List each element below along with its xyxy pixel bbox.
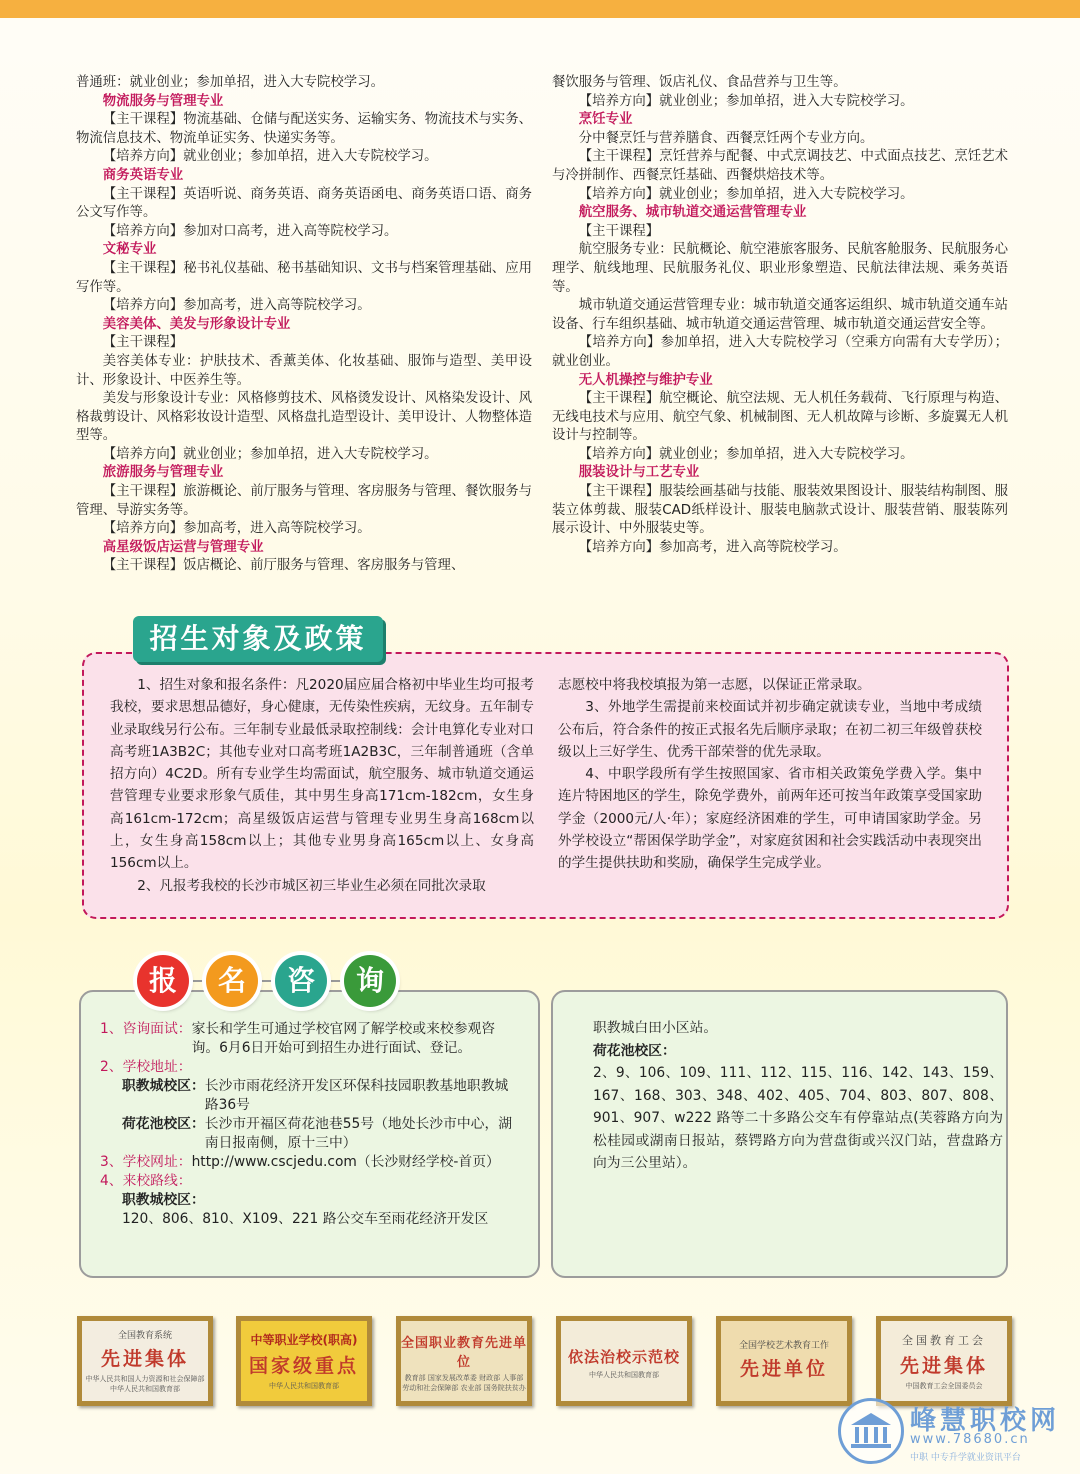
hotel-direction: 【培养方向】就业创业；参加单招，进入大专院校学习。 bbox=[578, 93, 914, 109]
majors-right-column bbox=[552, 74, 1008, 557]
tourism-direction: 【培养方向】参加高考，进入高等院校学习。 bbox=[102, 521, 371, 537]
watermark-tagline: 中职 中专升学就业资讯平台 bbox=[910, 1453, 1021, 1463]
bubble-connector bbox=[330, 980, 344, 982]
english-courses: 【主干课程】英语听说、商务英语、商务英语函电、商务英语口语、商务公文写作等。 bbox=[76, 186, 532, 221]
logistics-courses: 【主干课程】物流基础、仓储与配送实务、运输实务、物流技术与实务、物流信息技术、物流单证实务、快递实务等。 bbox=[76, 112, 532, 146]
route2-text: 2、9、106、109、111、112、115、116、142、143、159、167、168、303、348、402、405、704、803、807、808、901、907、w222 路等二十多路公交车有停靠站点(芙蓉路方向为松桂园或湖南日报站，蔡锷路方向为营盘街或兴汉门站，营盘路方向为三公里站）。 bbox=[593, 1065, 1003, 1171]
cooking-direction: 【培养方向】就业创业；参加单招，进入大专院校学习。 bbox=[578, 186, 914, 202]
honor-plaque: 全国职业教育先进单位 教育部 国家发展改革委 财政部 人事部 劳动和社会保障部 农业部 国务院扶贫办 bbox=[396, 1316, 532, 1406]
policy-item-2-cont: 志愿校中将我校填报为第一志愿，以保证正常录取。 bbox=[558, 677, 871, 693]
cooking-courses: 【主干课程】烹饪营养与配餐、中式烹调技艺、中式面点技艺、烹饪艺术与冷拼制作、西餐烹饪基础、西餐烘焙技术等。 bbox=[552, 149, 1008, 183]
secretary-courses: 【主干课程】秘书礼仪基础、秘书基础知识、文书与档案管理基础、应用写作等。 bbox=[76, 260, 532, 295]
consult-char-xun: 询 bbox=[344, 955, 396, 1007]
watermark-url[interactable]: www.78680.cn bbox=[910, 1432, 1030, 1447]
drone-courses: 【主干课程】航空概论、航空法规、无人机任务载荷、飞行原理与构造、无线电技术与应用、航空气象、机械制图、无人机故障与诊断、多旋翼无人机设计与控制等。 bbox=[552, 391, 1008, 444]
site-watermark bbox=[838, 1398, 1072, 1468]
secretary-direction: 【培养方向】参加高考，进入高等院校学习。 bbox=[102, 298, 371, 314]
tourism-courses: 【主干课程】旅游概论、前厅服务与管理、客房服务与管理、餐饮服务与管理、导游实务等。 bbox=[76, 484, 532, 518]
beauty-direction: 【培养方向】就业创业；参加单招，进入大专院校学习。 bbox=[102, 446, 438, 462]
fashion-courses: 【主干课程】服装绘画基础与技能、服装效果图设计、服装结构制图、服装立体剪裁、服装CAD纸样设计、服装电脑款式设计、服装营销、服装陈列展示设计、中外服装史等。 bbox=[552, 484, 1008, 537]
major-title-cooking: 烹饪专业 bbox=[578, 112, 633, 128]
beauty-sub2: 美发与形象设计专业：风格修剪技术、风格烫发设计、风格染发设计、风格裁剪设计、风格彩妆设计造型、风格盘扎造型设计、美甲设计、人物整体造型等。 bbox=[76, 391, 532, 444]
honor-plaque: 中等职业学校(职高) 国家级重点 中华人民共和国教育部 bbox=[236, 1316, 372, 1406]
major-title-fashion: 服装设计与工艺专业 bbox=[578, 465, 700, 481]
hotel-courses: 【主干课程】饭店概论、前厅服务与管理、客房服务与管理、 bbox=[102, 558, 465, 574]
aviation-courses-label: 【主干课程】 bbox=[578, 223, 660, 239]
major-title-hotel: 高星级饭店运营与管理专业 bbox=[102, 539, 264, 555]
contact-right-text bbox=[593, 1017, 1003, 1175]
honor-plaque: 全国教育工会 先进集体 中国教育工会全国委员会 bbox=[876, 1316, 1012, 1406]
honor-plaque: 依法治校示范校 中华人民共和国教育部 bbox=[556, 1316, 692, 1406]
campus1-address: 职教城校区： 长沙市雨花经济开发区环保科技园职教基地职教城路36号 bbox=[122, 1078, 509, 1113]
consult-item-4-label: 4、来校路线： bbox=[100, 1173, 192, 1189]
policy-section-title: 招生对象及政策 bbox=[133, 616, 383, 662]
policy-item-2: 2、凡报考我校的长沙市城区初三毕业生必须在同批次录取 bbox=[137, 877, 486, 894]
major-title-english: 商务英语专业 bbox=[102, 167, 184, 183]
campus2-address: 荷花池校区： 长沙市开福区荷花池巷55号（地处长沙市中心，湖南日报南侧，原十三中） bbox=[122, 1116, 513, 1151]
policy-item-1: 1、招生对象和报名条件：凡2020届应届合格初中毕业生均可报考我校，要求思想品德好，身心健康，无传染性疾病，无纹身。五年制专业录取线另行公布。三年制专业最低录取控制线：会计电算化专业对口高考班1A3B2C；其他专业对口高考班1A2B3C，三年制普通班（含单招方向）4C2D。所有专业学生均需面试，航空服务、城市轨道交通运营管理专业要求形象气质佳，其中男生身高171cm-182cm，女生身高161cm-172cm；高星级饭店运营与管理专业男生身高168cm以上，女生身高158cm以上；其他专业男身高165cm以上、女身高156cm以上。 bbox=[110, 677, 534, 872]
route1-text: 120、806、810、X109、221 路公交车至雨花经济开发区 bbox=[122, 1211, 489, 1227]
policy-right-column bbox=[558, 674, 982, 875]
intro-line: 普通班：就业创业；参加单招，进入大专院校学习。 bbox=[76, 75, 384, 90]
major-title-drone: 无人机操控与维护专业 bbox=[578, 372, 713, 388]
honor-plaque: 全国学校艺术教育工作 先进单位 bbox=[716, 1316, 852, 1406]
beauty-courses-label: 【主干课程】 bbox=[102, 335, 184, 351]
beauty-sub1: 美容美体专业：护肤技术、香薰美体、化妆基础、服饰与造型、美甲设计、形象设计、中医养生等。 bbox=[76, 353, 532, 388]
major-title-aviation: 航空服务、城市轨道交通运营管理专业 bbox=[578, 205, 807, 221]
major-title-secretary: 文秘专业 bbox=[102, 242, 157, 258]
english-direction: 【培养方向】参加对口高考，进入高等院校学习。 bbox=[102, 223, 398, 239]
consult-char-ming: 名 bbox=[206, 955, 258, 1007]
majors-left-column bbox=[76, 74, 532, 576]
school-building-icon bbox=[838, 1398, 904, 1464]
policy-item-4: 4、中职学段所有学生按照国家、省市相关政策免学费入学。集中连片特困地区的学生，除免学费外，前两年还可按当年政策享受国家助学金（2000元/人·年）；家庭经济困难的学生，可申请国家助学金。另外学校设立“帮困保学助学金”，对家庭贫困和社会实践活动中表现突出的学生提供扶助和奖励，确保学生完成学业。 bbox=[558, 766, 982, 872]
consult-char-zi: 咨 bbox=[275, 955, 327, 1007]
aviation-sub2: 城市轨道交通运营管理专业：城市轨道交通客运组织、城市轨道交通车站设备、行车组织基础、城市轨道交通运营管理、城市轨道交通运营安全等。 bbox=[552, 298, 1008, 332]
aviation-sub1: 航空服务专业：民航概论、航空港旅客服务、民航客舱服务、民航服务心理学、航线地理、民航服务礼仪、职业形象塑造、民航法律法规、乘务英语等。 bbox=[552, 242, 1008, 295]
major-title-beauty: 美容美体、美发与形象设计专业 bbox=[102, 316, 291, 332]
honor-plaque: 全国教育系统 先进集体 中华人民共和国人力资源和社会保障部 中华人民共和国教育部 bbox=[77, 1316, 213, 1406]
policy-item-3: 3、外地学生需提前来校面试并初步确定就读专业，当地中考成绩公布后，符合条件的按正式报名先后顺序录取；在初二初三年级曾获校级以上三好学生、优秀干部荣誉的优先录取。 bbox=[558, 699, 982, 760]
logistics-direction: 【培养方向】就业创业；参加单招，进入大专院校学习。 bbox=[102, 149, 438, 165]
consult-item-1: 1、咨询面试： 家长和学生可通过学校官网了解学校或来校参观咨询。6月6日开始可到招生办进行面试、登记。 bbox=[100, 1021, 496, 1056]
bubble-connector bbox=[192, 980, 206, 982]
cooking-intro: 分中餐烹饪与营养膳食、西餐烹饪两个专业方向。 bbox=[578, 130, 874, 146]
drone-direction: 【培养方向】就业创业；参加单招，进入大专院校学习。 bbox=[578, 446, 914, 462]
consult-item-3: 3、学校网址： http://www.cscjedu.com（长沙财经学校-首页） bbox=[100, 1153, 520, 1172]
aviation-direction: 【培养方向】参加单招，进入大专院校学习（空乘方向需有大专学历）；就业创业。 bbox=[552, 335, 1008, 369]
route2-label: 荷花池校区： bbox=[593, 1042, 676, 1059]
route1-cont: 职教城白田小区站。 bbox=[593, 1020, 718, 1036]
policy-left-column bbox=[110, 674, 534, 897]
bubble-connector bbox=[261, 980, 275, 982]
contact-left-text bbox=[100, 1020, 520, 1229]
watermark-title: 峰慧职校网 bbox=[910, 1406, 1061, 1436]
major-title-logistics: 物流服务与管理专业 bbox=[102, 93, 224, 109]
consult-char-bao: 报 bbox=[137, 955, 189, 1007]
school-website-link[interactable]: http://www.cscjedu.com（长沙财经学校-首页） bbox=[191, 1154, 500, 1170]
route1-label: 职教城校区： bbox=[122, 1192, 205, 1208]
major-title-tourism: 旅游服务与管理专业 bbox=[102, 465, 224, 481]
fashion-direction: 【培养方向】参加高考，进入高等院校学习。 bbox=[578, 539, 847, 555]
top-color-bar bbox=[0, 0, 1080, 18]
consult-item-2-label: 2、学校地址： bbox=[100, 1059, 192, 1075]
hotel-courses-cont: 餐饮服务与管理、饭店礼仪、食品营养与卫生等。 bbox=[552, 75, 847, 90]
